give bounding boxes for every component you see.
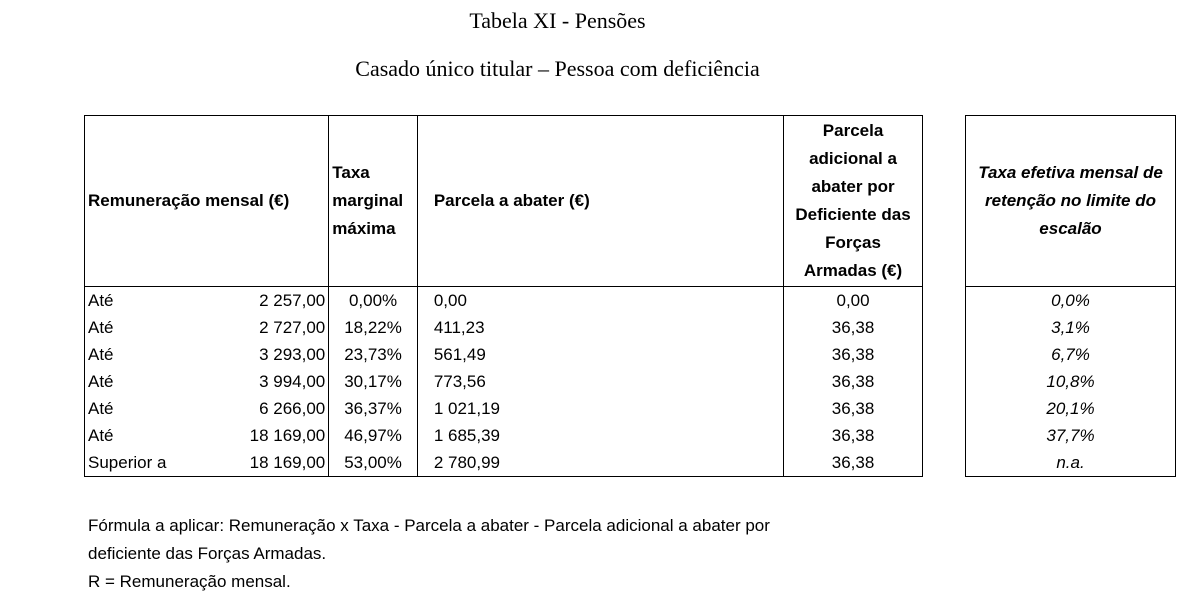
table-row bbox=[966, 341, 1176, 368]
header-remuneracao: Remuneração mensal (€) bbox=[85, 116, 329, 287]
row-taxa: 53,00% bbox=[329, 449, 418, 477]
header-adicional: Parcela adicional a abater por Deficiente das Forças Armadas (€) bbox=[784, 116, 923, 287]
row-taxa: 18,22% bbox=[329, 314, 418, 341]
table-row bbox=[85, 287, 923, 315]
row-parcela: 561,49 bbox=[417, 341, 783, 368]
table-title: Tabela XI - Pensões bbox=[469, 8, 646, 33]
row-label: Até bbox=[85, 341, 238, 368]
effective-rate-table bbox=[965, 115, 1176, 477]
header-taxa: Taxa marginal máxima bbox=[329, 116, 418, 287]
row-remuneracao: 18 169,00 bbox=[238, 449, 329, 477]
table-row bbox=[85, 449, 923, 477]
row-remuneracao: 3 994,00 bbox=[238, 368, 329, 395]
effective-rate-body bbox=[966, 287, 1176, 477]
row-taxa: 30,17% bbox=[329, 368, 418, 395]
table-row bbox=[966, 314, 1176, 341]
row-remuneracao: 3 293,00 bbox=[238, 341, 329, 368]
formula-text: Fórmula a aplicar: Remuneração x Taxa - Parcela a abater - Parcela adicional a abater por bbox=[88, 516, 770, 535]
row-taxa: 46,97% bbox=[329, 422, 418, 449]
tax-table bbox=[84, 115, 923, 477]
row-efetiva: 10,8% bbox=[1046, 371, 1095, 391]
footnote bbox=[88, 512, 988, 596]
row-parcela: 773,56 bbox=[417, 368, 783, 395]
row-adicional: 0,00 bbox=[784, 287, 923, 315]
row-adicional: 36,38 bbox=[784, 368, 923, 395]
table-row bbox=[966, 422, 1176, 449]
row-parcela: 1 685,39 bbox=[417, 422, 783, 449]
table-row bbox=[85, 395, 923, 422]
row-adicional: 36,38 bbox=[784, 395, 923, 422]
table-row bbox=[966, 449, 1176, 477]
legend-text: R = Remuneração mensal. bbox=[88, 572, 291, 591]
row-label: Até bbox=[85, 287, 238, 315]
row-adicional: 36,38 bbox=[784, 341, 923, 368]
row-remuneracao: 2 257,00 bbox=[238, 287, 329, 315]
header-efetiva: Taxa efetiva mensal de retenção no limite do escalão bbox=[966, 116, 1176, 287]
row-remuneracao: 2 727,00 bbox=[238, 314, 329, 341]
row-adicional: 36,38 bbox=[784, 422, 923, 449]
table-row bbox=[85, 314, 923, 341]
table-subtitle: Casado único titular – Pessoa com deficiência bbox=[355, 56, 760, 81]
table-row bbox=[85, 368, 923, 395]
row-parcela: 0,00 bbox=[417, 287, 783, 315]
row-taxa: 0,00% bbox=[329, 287, 418, 315]
formula-text-cont: deficiente das Forças Armadas. bbox=[88, 544, 327, 563]
row-remuneracao: 18 169,00 bbox=[238, 422, 329, 449]
row-parcela: 2 780,99 bbox=[417, 449, 783, 477]
row-label: Até bbox=[85, 314, 238, 341]
row-taxa: 36,37% bbox=[329, 395, 418, 422]
row-parcela: 1 021,19 bbox=[417, 395, 783, 422]
row-adicional: 36,38 bbox=[784, 449, 923, 477]
table-row bbox=[85, 341, 923, 368]
row-label: Até bbox=[85, 368, 238, 395]
row-efetiva: 37,7% bbox=[1046, 425, 1095, 445]
row-label: Até bbox=[85, 422, 238, 449]
tax-table-body bbox=[85, 287, 923, 477]
table-row bbox=[966, 287, 1176, 315]
table-row bbox=[85, 422, 923, 449]
table-row bbox=[966, 368, 1176, 395]
row-efetiva: 6,7% bbox=[1051, 344, 1090, 364]
row-taxa: 23,73% bbox=[329, 341, 418, 368]
row-label: Até bbox=[85, 395, 238, 422]
row-efetiva: n.a. bbox=[1056, 452, 1085, 472]
row-parcela: 411,23 bbox=[417, 314, 783, 341]
row-label: Superior a bbox=[85, 449, 238, 477]
table-row bbox=[966, 395, 1176, 422]
row-adicional: 36,38 bbox=[784, 314, 923, 341]
row-efetiva: 3,1% bbox=[1051, 317, 1090, 337]
header-parcela: Parcela a abater (€) bbox=[417, 116, 783, 287]
row-efetiva: 20,1% bbox=[1046, 398, 1095, 418]
row-efetiva: 0,0% bbox=[1051, 290, 1090, 310]
row-remuneracao: 6 266,00 bbox=[238, 395, 329, 422]
